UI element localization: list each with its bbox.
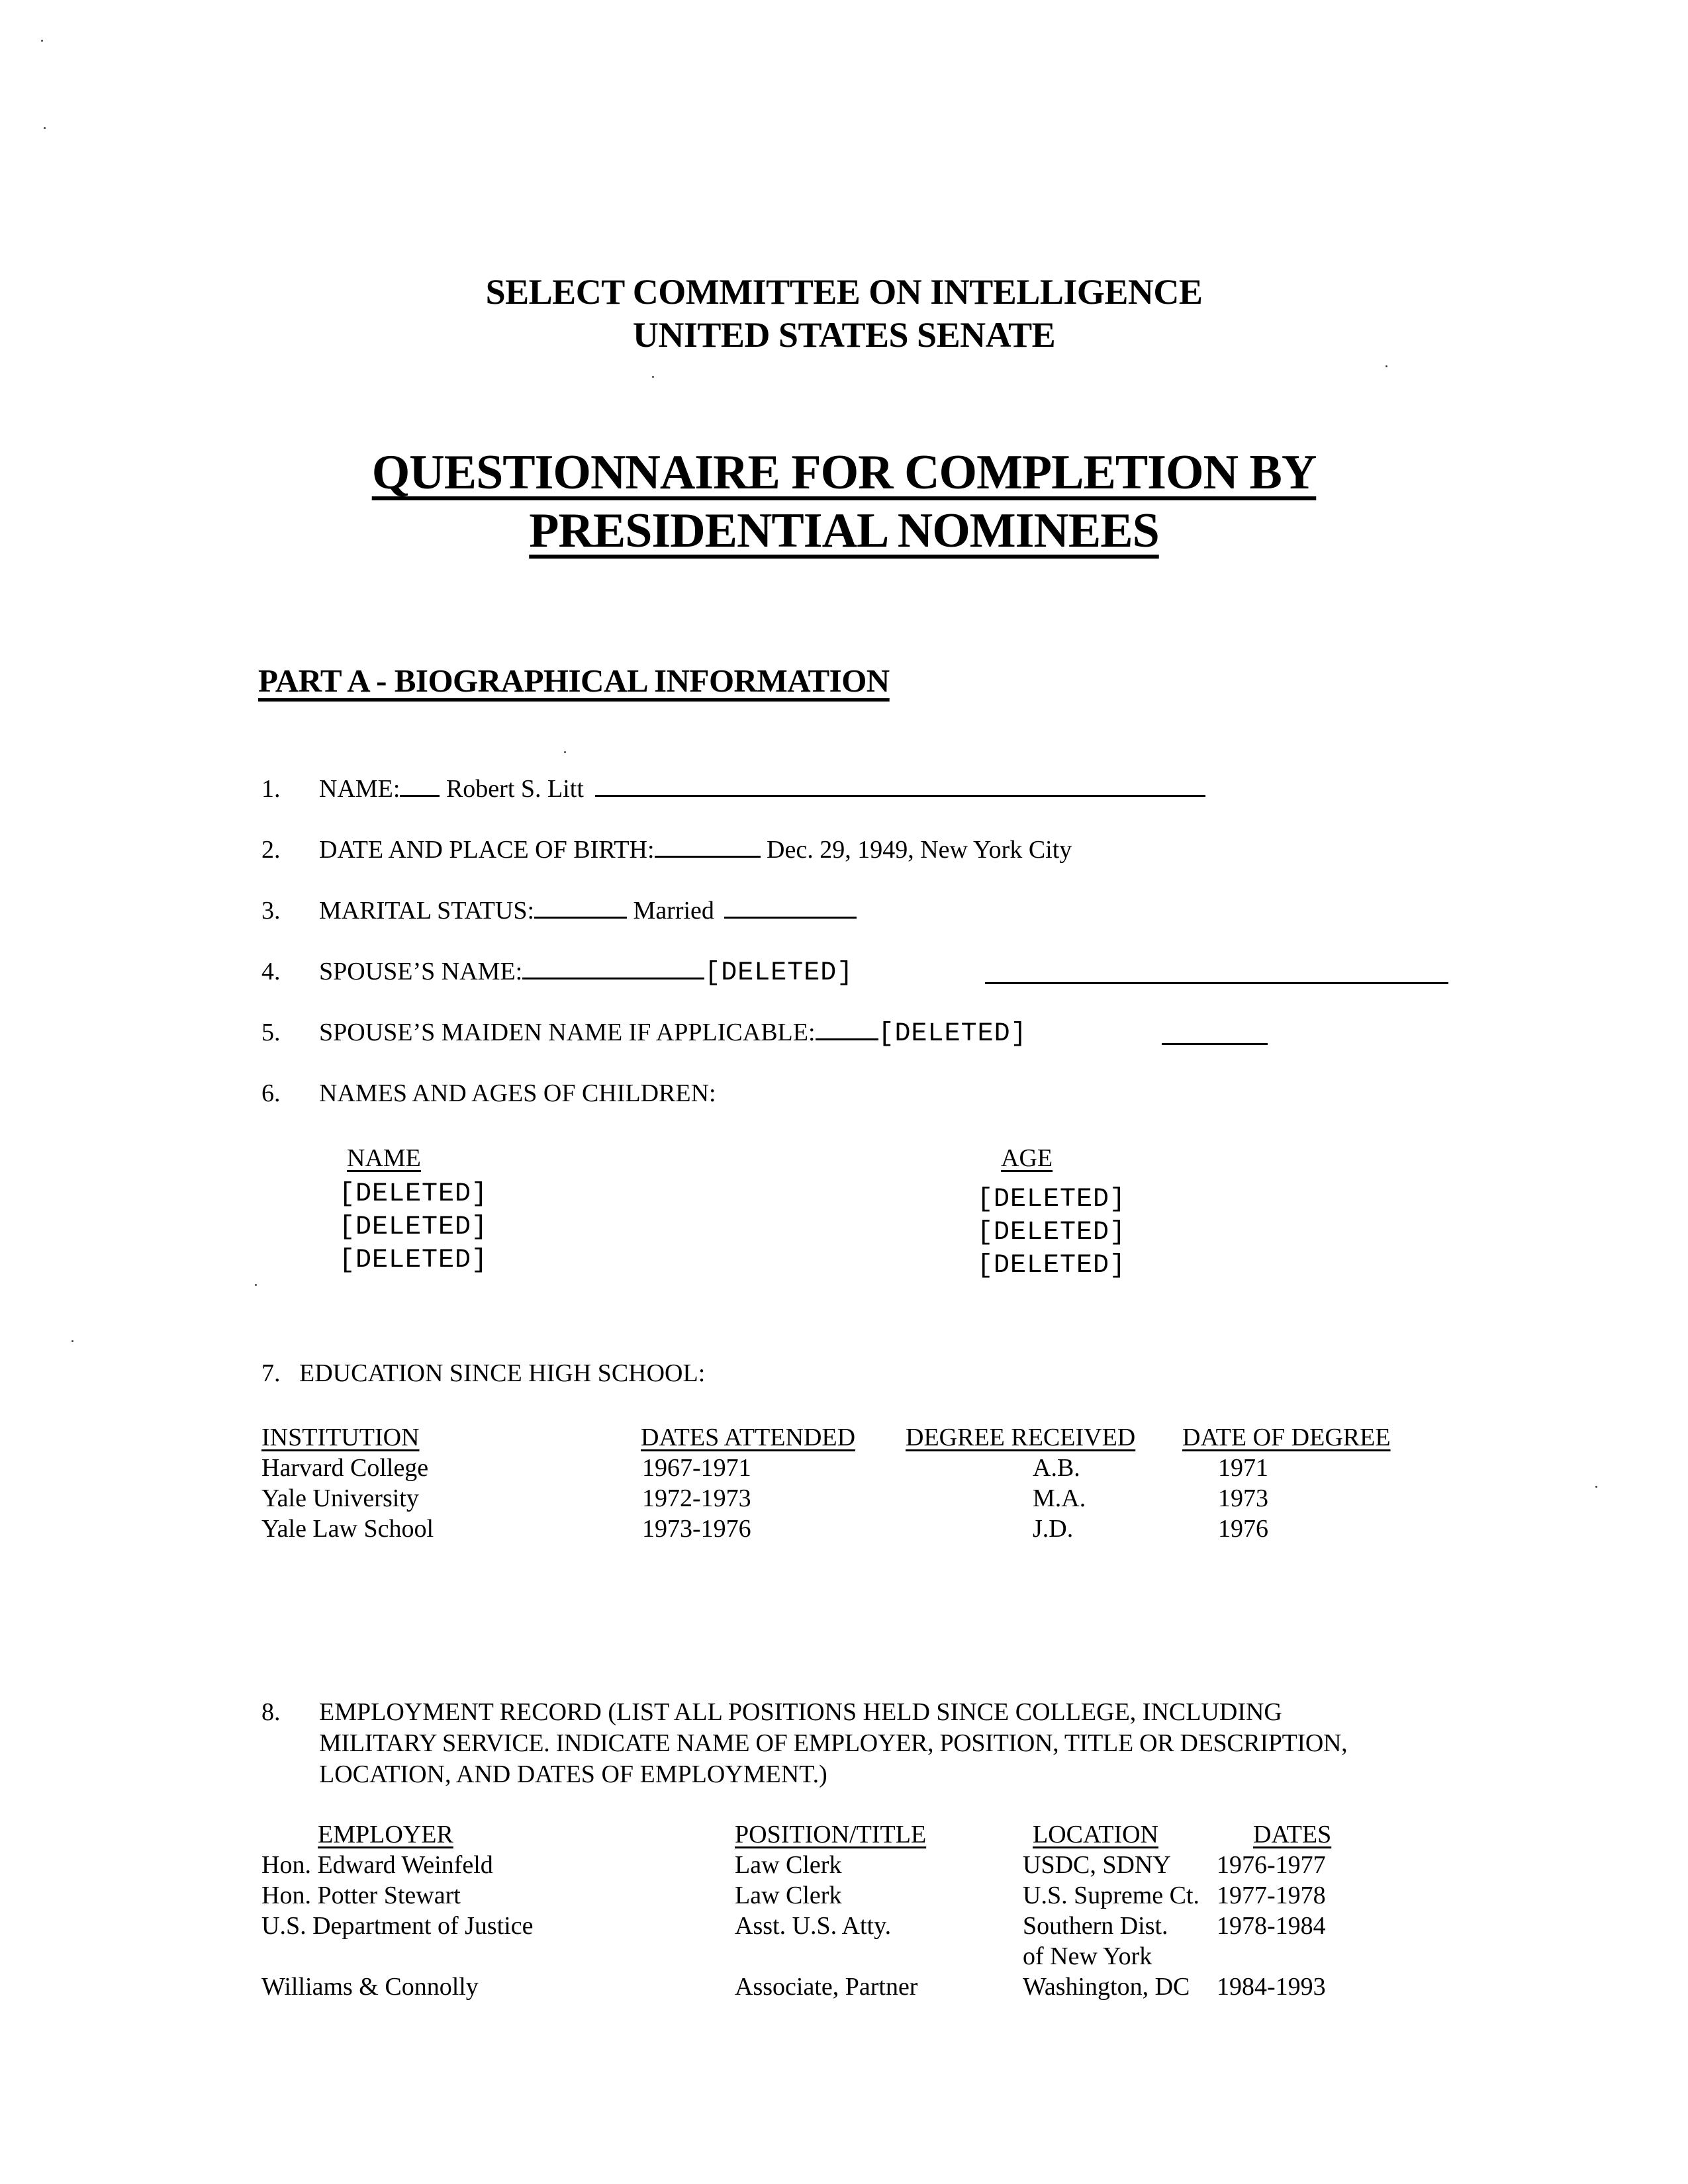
education-institution: Yale Law School (261, 1515, 434, 1543)
item-number: 6. (261, 1079, 281, 1107)
blank-line (522, 978, 704, 979)
employment-employer: Hon. Edward Weinfeld (261, 1851, 493, 1879)
blank-line (534, 917, 627, 919)
education-degree: J.D. (1033, 1515, 1074, 1543)
document-title-line1: QUESTIONNAIRE FOR COMPLETION BY (371, 445, 1317, 500)
employment-instructions-line1: EMPLOYMENT RECORD (LIST ALL POSITIONS HELD SINCE COLLEGE, INCLUDING (319, 1698, 1282, 1726)
blank-line (724, 917, 857, 919)
marital-status-field (319, 896, 857, 925)
item-number: 8. (261, 1698, 281, 1726)
item-number: 7. (261, 1359, 281, 1387)
child-name: [DELETED] (339, 1212, 489, 1242)
scan-speck (1595, 1486, 1597, 1488)
education-institution: Yale University (261, 1484, 419, 1512)
spouse-name-value[interactable]: [DELETED] (704, 958, 854, 988)
employment-location-header: LOCATION (1033, 1821, 1158, 1848)
spouse-maiden-name-field (319, 1018, 1027, 1049)
education-degree-received-header: DEGREE RECEIVED (906, 1424, 1136, 1451)
spouse-maiden-name-value[interactable]: [DELETED] (878, 1019, 1027, 1049)
education-degree-date: 1973 (1218, 1484, 1268, 1512)
item-number: 3. (261, 897, 281, 925)
section-heading-part-a: PART A - BIOGRAPHICAL INFORMATION (258, 662, 890, 699)
scan-speck (255, 1284, 257, 1286)
employment-position-header: POSITION/TITLE (735, 1821, 927, 1848)
education-degree-date: 1971 (1218, 1454, 1268, 1482)
employment-position: Law Clerk (735, 1882, 842, 1909)
marital-status-label: MARITAL STATUS: (319, 897, 535, 925)
child-age: [DELETED] (977, 1185, 1127, 1214)
birth-field (319, 835, 1072, 864)
scan-speck (41, 40, 43, 42)
education-institution-header: INSTITUTION (261, 1424, 420, 1451)
education-dates-attended-header: DATES ATTENDED (641, 1424, 856, 1451)
spouse-name-label: SPOUSE’S NAME: (319, 958, 523, 985)
employment-location: U.S. Supreme Ct. (1023, 1882, 1200, 1909)
employment-dates-header: DATES (1253, 1821, 1332, 1848)
name-value[interactable]: Robert S. Litt (445, 775, 584, 803)
child-age: [DELETED] (977, 1218, 1127, 1248)
item-number: 2. (261, 836, 281, 864)
children-name-column-header: NAME (347, 1144, 421, 1172)
item-number: 5. (261, 1019, 281, 1046)
name-field (319, 774, 1205, 803)
scan-speck (564, 751, 566, 753)
employment-dates: 1984-1993 (1217, 1973, 1326, 2001)
scan-speck (652, 376, 654, 378)
senate-name: UNITED STATES SENATE (632, 315, 1056, 355)
education-degree: A.B. (1033, 1454, 1080, 1482)
employment-employer-header: EMPLOYER (318, 1821, 453, 1848)
blank-line (985, 982, 1448, 984)
employment-instructions-line3: LOCATION, AND DATES OF EMPLOYMENT.) (319, 1760, 827, 1788)
employment-location: Washington, DC (1023, 1973, 1190, 2001)
blank-line (595, 795, 1205, 797)
education-degree-date: 1976 (1218, 1515, 1268, 1543)
employment-location: USDC, SDNY (1023, 1851, 1171, 1879)
children-label: NAMES AND AGES OF CHILDREN: (319, 1079, 716, 1107)
education-dates-attended: 1972-1973 (642, 1484, 751, 1512)
employment-position: Asst. U.S. Atty. (735, 1912, 892, 1940)
employment-location-continued: of New York (1023, 1942, 1152, 1970)
item-number: 4. (261, 958, 281, 985)
birth-value[interactable]: Dec. 29, 1949, New York City (767, 836, 1072, 864)
employment-employer: U.S. Department of Justice (261, 1912, 534, 1940)
child-name: [DELETED] (339, 1179, 489, 1209)
education-dates-attended: 1967-1971 (642, 1454, 751, 1482)
item-number: 1. (261, 775, 281, 803)
employment-instructions-line2: MILITARY SERVICE. INDICATE NAME OF EMPLOYER, POSITION, TITLE OR DESCRIPTION, (319, 1729, 1348, 1757)
children-age-column-header: AGE (1001, 1144, 1053, 1172)
spouse-maiden-name-label: SPOUSE’S MAIDEN NAME IF APPLICABLE: (319, 1019, 816, 1046)
employment-location: Southern Dist. (1023, 1912, 1168, 1940)
marital-status-value[interactable]: Married (633, 897, 714, 925)
employment-position: Law Clerk (735, 1851, 842, 1879)
education-date-of-degree-header: DATE OF DEGREE (1182, 1424, 1391, 1451)
blank-line (1162, 1043, 1268, 1045)
employment-dates: 1977-1978 (1217, 1882, 1326, 1909)
child-age: [DELETED] (977, 1251, 1127, 1281)
birth-label: DATE AND PLACE OF BIRTH: (319, 836, 655, 864)
child-name: [DELETED] (339, 1246, 489, 1275)
employment-position: Associate, Partner (735, 1973, 918, 2001)
employment-dates: 1976-1977 (1217, 1851, 1326, 1879)
scan-speck (1385, 365, 1387, 367)
scan-speck (71, 1340, 73, 1342)
employment-dates: 1978-1984 (1217, 1912, 1326, 1940)
blank-line (816, 1038, 878, 1040)
education-label (261, 1359, 705, 1388)
employment-employer: Williams & Connolly (261, 1973, 479, 2001)
education-dates-attended: 1973-1976 (642, 1515, 751, 1543)
scan-speck (44, 127, 46, 129)
employment-employer: Hon. Potter Stewart (261, 1882, 461, 1909)
education-degree: M.A. (1033, 1484, 1086, 1512)
spouse-name-field (319, 957, 853, 988)
document-title-line2: PRESIDENTIAL NOMINEES (529, 504, 1159, 558)
committee-name: SELECT COMMITTEE ON INTELLIGENCE (485, 272, 1203, 312)
education-label-text: EDUCATION SINCE HIGH SCHOOL: (299, 1359, 706, 1387)
blank-line (655, 856, 761, 858)
education-institution: Harvard College (261, 1454, 429, 1482)
blank-line (400, 795, 440, 797)
name-label: NAME: (319, 775, 400, 803)
